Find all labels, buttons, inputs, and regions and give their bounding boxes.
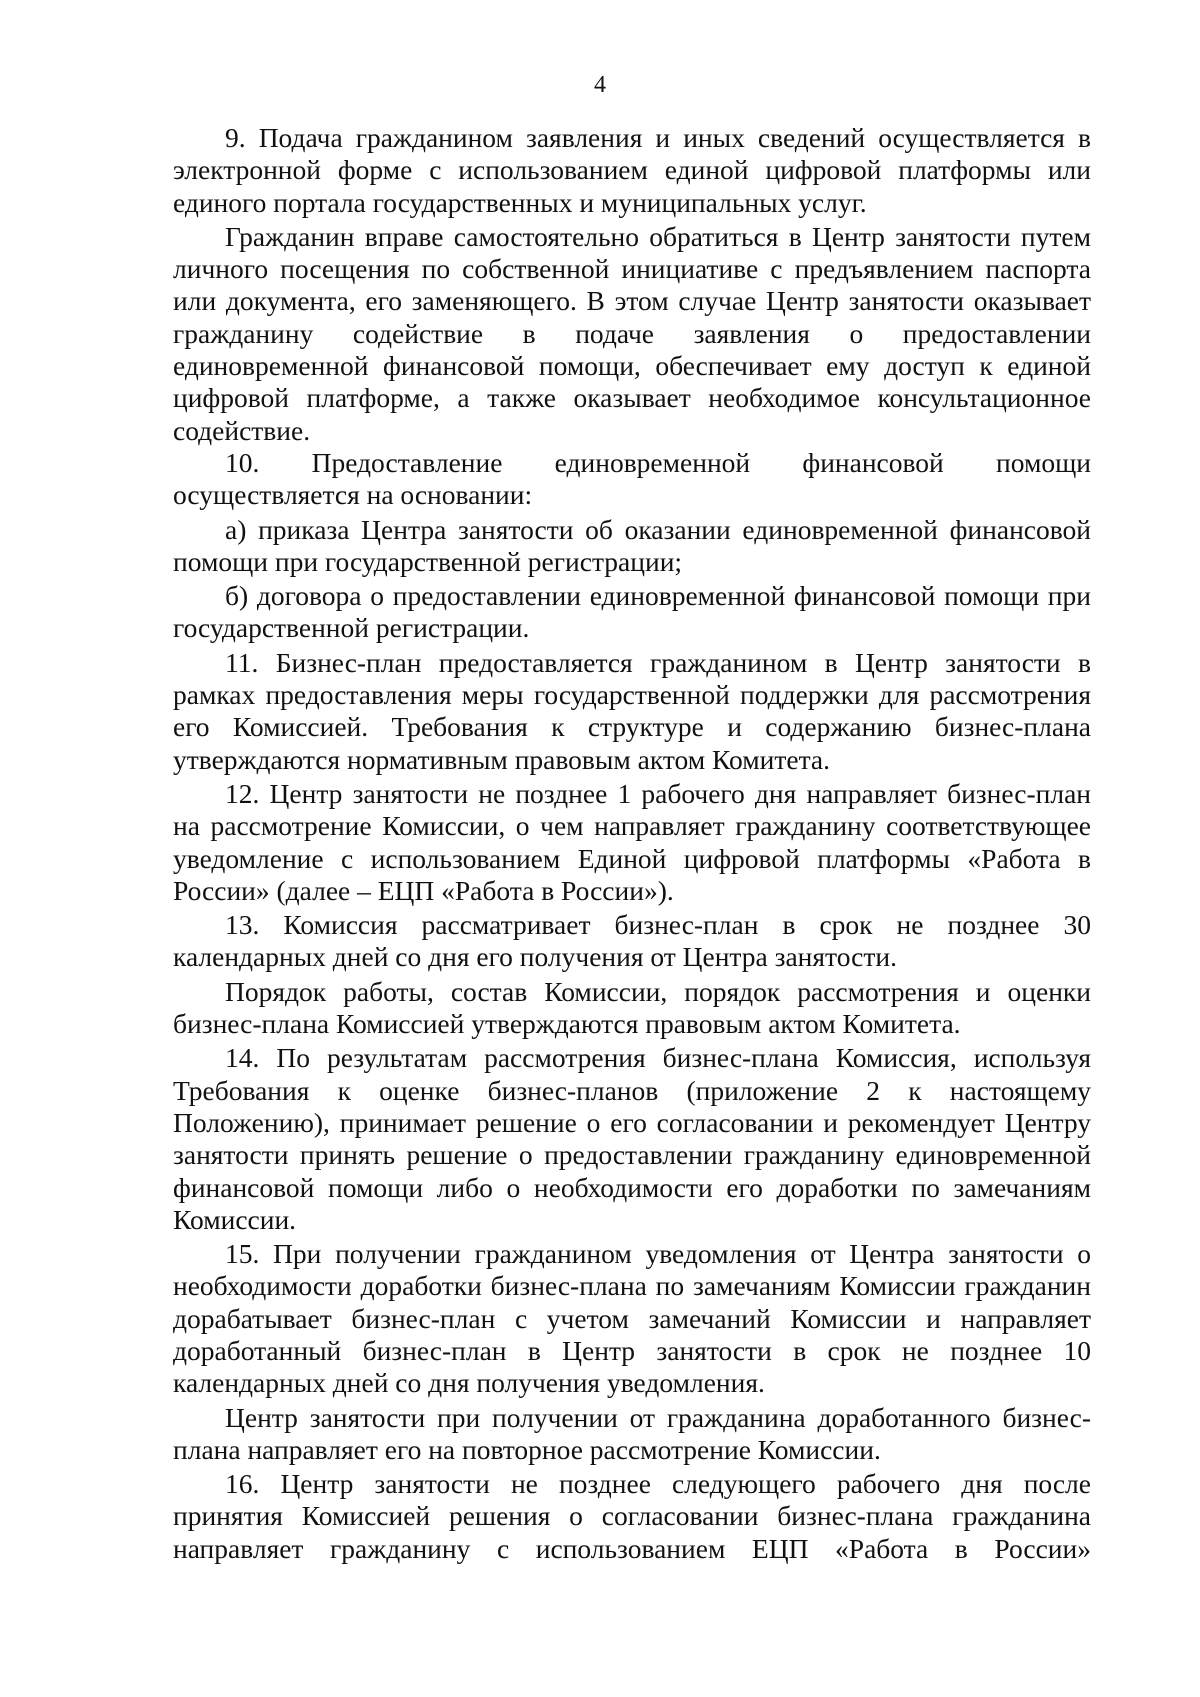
paragraph-10: 10. Предоставление единовременной финансовой помощи осуществляется на основании: (173, 446, 1091, 511)
paragraph-13: 13. Комиссия рассматривает бизнес-план в срок не позднее 30 календарных дней со дня его получения от Центра занятости. (173, 909, 1091, 973)
document-body (173, 122, 1091, 1565)
paragraph-9: 9. Подача гражданином заявления и иных сведений осуществляется в электронной форме с использованием единой цифровой платформы или единого портала государственных и муниципальных услуг. (173, 122, 1091, 218)
paragraph-15-continuation: Центр занятости при получении от гражданина доработанного бизнес-плана направляет его на повторное рассмотрение Комиссии. (173, 1401, 1091, 1465)
paragraph-16: 16. Центр занятости не позднее следующего рабочего дня после принятия Комиссией решения о согласовании бизнес-плана гражданина направляет гражданину с использованием ЕЦП «Работа в России» (173, 1468, 1091, 1564)
paragraph-11: 11. Бизнес-план предоставляется гражданином в Центр занятости в рамках предоставления меры государственной поддержки для рассмотрения его Комиссией. Требования к структуре и содержанию бизнес-плана утверждаются нормативным правовым актом Комитета. (173, 646, 1091, 775)
paragraph-10-item-a: а) приказа Центра занятости об оказании единовременной финансовой помощи при государственной регистрации; (173, 513, 1091, 577)
page-number: 4 (594, 72, 606, 98)
paragraph-9-continuation: Гражданин вправе самостоятельно обратиться в Центр занятости путем личного посещения по собственной инициативе с предъявлением паспорта или документа, его заменяющего. В этом случае Центр занятости оказывает гражданину содействие в подаче заявления о предоставлении единовременной финансовой помощи, обеспечивает ему доступ к единой цифровой платформе, а также оказывает необходимое консультационное содействие. (173, 220, 1091, 446)
paragraph-10-item-b: б) договора о предоставлении единовременной финансовой помощи при государственной регистрации. (173, 580, 1091, 644)
paragraph-13-continuation: Порядок работы, состав Комиссии, порядок рассмотрения и оценки бизнес-плана Комиссией утверждаются правовым актом Комитета. (173, 975, 1091, 1040)
paragraph-15: 15. При получении гражданином уведомления от Центра занятости о необходимости доработки бизнес-плана по замечаниям Комиссии гражданин дорабатывает бизнес-план с учетом замечаний Комиссии и направляет доработанный бизнес-план в Центр занятости в срок не позднее 10 календарных дней со дня получения уведомления. (173, 1238, 1091, 1399)
paragraph-14: 14. По результатам рассмотрения бизнес-плана Комиссия, используя Требования к оценке бизнес-планов (приложение 2 к настоящему Положению), принимает решение о его согласовании и рекомендует Центру занятости принять решение о предоставлении гражданину единовременной финансовой помощи либо о необходимости его доработки по замечаниям Комиссии. (173, 1042, 1091, 1235)
paragraph-12: 12. Центр занятости не позднее 1 рабочего дня направляет бизнес-план на рассмотрение Комиссии, о чем направляет гражданину соответствующее уведомление с использованием Единой цифровой платформы «Работа в России» (далее – ЕЦП «Работа в России»). (173, 777, 1091, 906)
